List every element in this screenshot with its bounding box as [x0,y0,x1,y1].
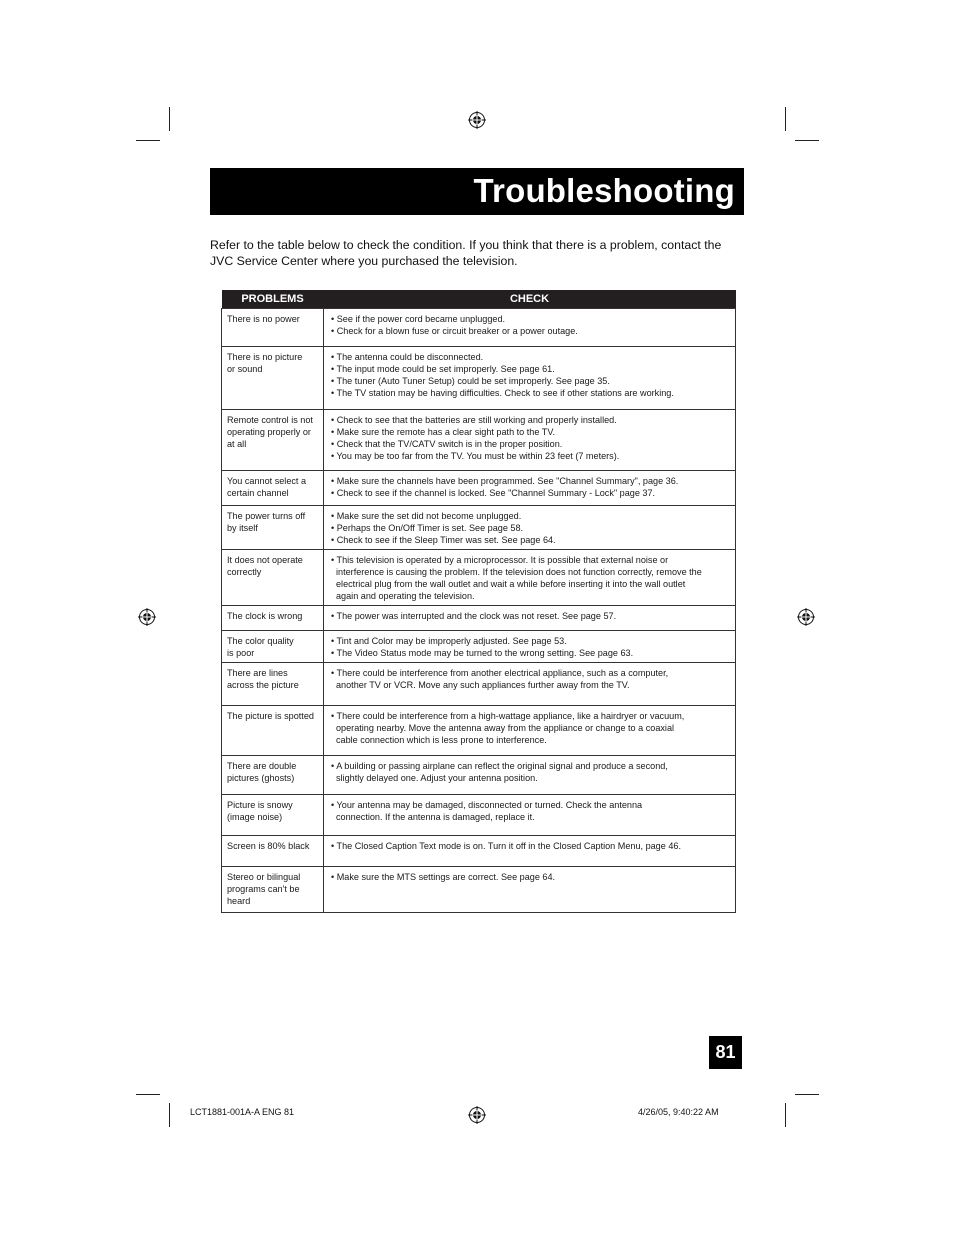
problem-line: Picture is snowy [227,800,293,810]
check-item: • There could be interference from another electrical appliance, such as a computer, [331,668,669,678]
check-item: another TV or VCR. Move any such appliances further away from the TV. [336,680,630,690]
table-row [222,706,736,756]
problem-cell [222,410,324,471]
check-item: • See if the power cord became unplugged. [331,314,506,324]
table-row [222,506,736,550]
check-item: • Check that the TV/CATV switch is in the proper position. [331,439,563,449]
problem-line: pictures (ghosts) [227,773,295,783]
problem-line: Remote control is not [227,415,313,425]
check-item: slightly delayed one. Adjust your antenna position. [336,773,538,783]
check-cell [324,550,736,606]
check-item: • The power was interrupted and the clock was not reset. See page 57. [331,611,617,621]
problem-line: or sound [227,364,263,374]
problem-line: You cannot select a [227,476,307,486]
problem-cell [222,606,324,631]
check-item: • The Video Status mode may be turned to the wrong setting. See page 63. [331,648,634,658]
table-row [222,410,736,471]
registration-mark-icon [797,608,815,626]
table-row [222,606,736,631]
footer-left: LCT1881-001A-A ENG 81 [190,1107,295,1117]
problem-line: There are lines [227,668,288,678]
check-cell [324,756,736,795]
problem-cell [222,706,324,756]
problem-line: The power turns off [227,511,306,521]
title-bar [210,168,744,215]
check-item: • Tint and Color may be improperly adjusted. See page 53. [331,636,567,646]
problem-cell [222,347,324,410]
problem-line: The picture is spotted [227,711,314,721]
check-cell [324,471,736,506]
check-item: • The Closed Caption Text mode is on. Turn it off in the Closed Caption Menu, page 46. [331,841,681,851]
problem-line: across the picture [227,680,299,690]
check-cell [324,309,736,347]
problem-line: There are double [227,761,297,771]
footer-right: 4/26/05, 9:40:22 AM [638,1107,719,1117]
problem-line: operating properly or [227,427,311,437]
registration-mark-icon [138,608,156,626]
check-item: • The input mode could be set improperly. See page 61. [331,364,555,374]
check-item: operating nearby. Move the antenna away from the appliance or change to a coaxial [336,723,675,733]
check-cell [324,606,736,631]
check-cell [324,410,736,471]
problem-line: programs can't be [227,884,300,894]
crop-mark [136,1094,160,1095]
problem-cell [222,795,324,836]
problem-line: certain channel [227,488,289,498]
table-row [222,347,736,410]
check-cell [324,795,736,836]
check-item: • Check to see that the batteries are still working and properly installed. [331,415,617,425]
registration-mark-icon [468,1106,486,1124]
crop-mark [169,107,170,131]
check-item: • Check to see if the Sleep Timer was set. See page 64. [331,535,556,545]
crop-mark [136,140,160,141]
check-item: • Check to see if the channel is locked. See "Channel Summary - Lock" page 37. [331,488,656,498]
problem-line: (image noise) [227,812,283,822]
check-item: • Your antenna may be damaged, disconnected or turned. Check the antenna [331,800,643,810]
check-item: • This television is operated by a microprocessor. It is possible that external noise or [331,555,669,565]
check-item: • You may be too far from the TV. You must be within 23 feet (7 meters). [331,451,620,461]
table-row [222,756,736,795]
check-item: • Make sure the set did not become unplugged. [331,511,522,521]
problem-cell [222,309,324,347]
check-cell [324,663,736,706]
check-item: • The tuner (Auto Tuner Setup) could be set improperly. See page 35. [331,376,610,386]
check-item: • The antenna could be disconnected. [331,352,484,362]
problem-cell [222,836,324,867]
crop-mark [169,1103,170,1127]
table-row [222,663,736,706]
check-item: connection. If the antenna is damaged, replace it. [336,812,535,822]
check-item: again and operating the television. [336,591,475,601]
header-check: CHECK [324,290,736,309]
check-cell [324,867,736,913]
check-cell [324,506,736,550]
table-row [222,309,736,347]
intro-text [210,238,750,269]
check-cell [324,706,736,756]
problem-line: correctly [227,567,262,577]
problem-line: The color quality [227,636,294,646]
check-item: • Perhaps the On/Off Timer is set. See page 58. [331,523,524,533]
check-item: electrical plug from the wall outlet and wait a while before inserting it into the wall outlet [336,579,686,589]
check-item: • Make sure the MTS settings are correct. See page 64. [331,872,556,882]
check-cell [324,631,736,663]
header-problems: PROBLEMS [222,290,324,309]
table-row [222,631,736,663]
check-item: • Make sure the channels have been programmed. See "Channel Summary", page 36. [331,476,679,486]
problem-line: There is no picture [227,352,303,362]
table-header-row [222,290,736,309]
problem-cell [222,631,324,663]
crop-mark [785,107,786,131]
intro-line: JVC Service Center where you purchased the television. [210,253,518,268]
problem-line: Stereo or bilingual [227,872,301,882]
problem-line: The clock is wrong [227,611,303,621]
troubleshooting-table [221,290,736,913]
table-body [222,309,736,913]
check-cell [324,347,736,410]
problem-cell [222,550,324,606]
table-row [222,550,736,606]
page-number: 81 [709,1036,742,1069]
intro-line: Refer to the table below to check the condition. If you think that there is a problem, contact the [210,238,722,252]
problem-cell [222,756,324,795]
table-row [222,867,736,913]
problem-cell [222,663,324,706]
page-title: Troubleshooting [473,172,735,209]
registration-mark-icon [468,111,486,129]
table-row [222,471,736,506]
crop-mark [795,1094,819,1095]
check-item: • A building or passing airplane can reflect the original signal and produce a second, [331,761,668,771]
crop-mark [785,1103,786,1127]
problem-cell [222,471,324,506]
problem-cell [222,506,324,550]
problem-line: is poor [227,648,255,658]
check-item: cable connection which is less prone to interference. [336,735,547,745]
problem-line: by itself [227,523,258,533]
check-cell [324,836,736,867]
table-row [222,836,736,867]
problem-line: It does not operate [227,555,303,565]
problem-line: at all [227,439,247,449]
problem-line: There is no power [227,314,300,324]
table-row [222,795,736,836]
check-item: • The TV station may be having difficulties. Check to see if other stations are working. [331,388,674,398]
check-item: • Check for a blown fuse or circuit breaker or a power outage. [331,326,578,336]
problem-cell [222,867,324,913]
problem-line: Screen is 80% black [227,841,310,851]
check-item: • Make sure the remote has a clear sight path to the TV. [331,427,556,437]
check-item: • There could be interference from a high-wattage appliance, like a hairdryer or vacuum, [331,711,685,721]
problem-line: heard [227,896,251,906]
crop-mark [795,140,819,141]
check-item: interference is causing the problem. If the television does not function correctly, remove the [336,567,702,577]
